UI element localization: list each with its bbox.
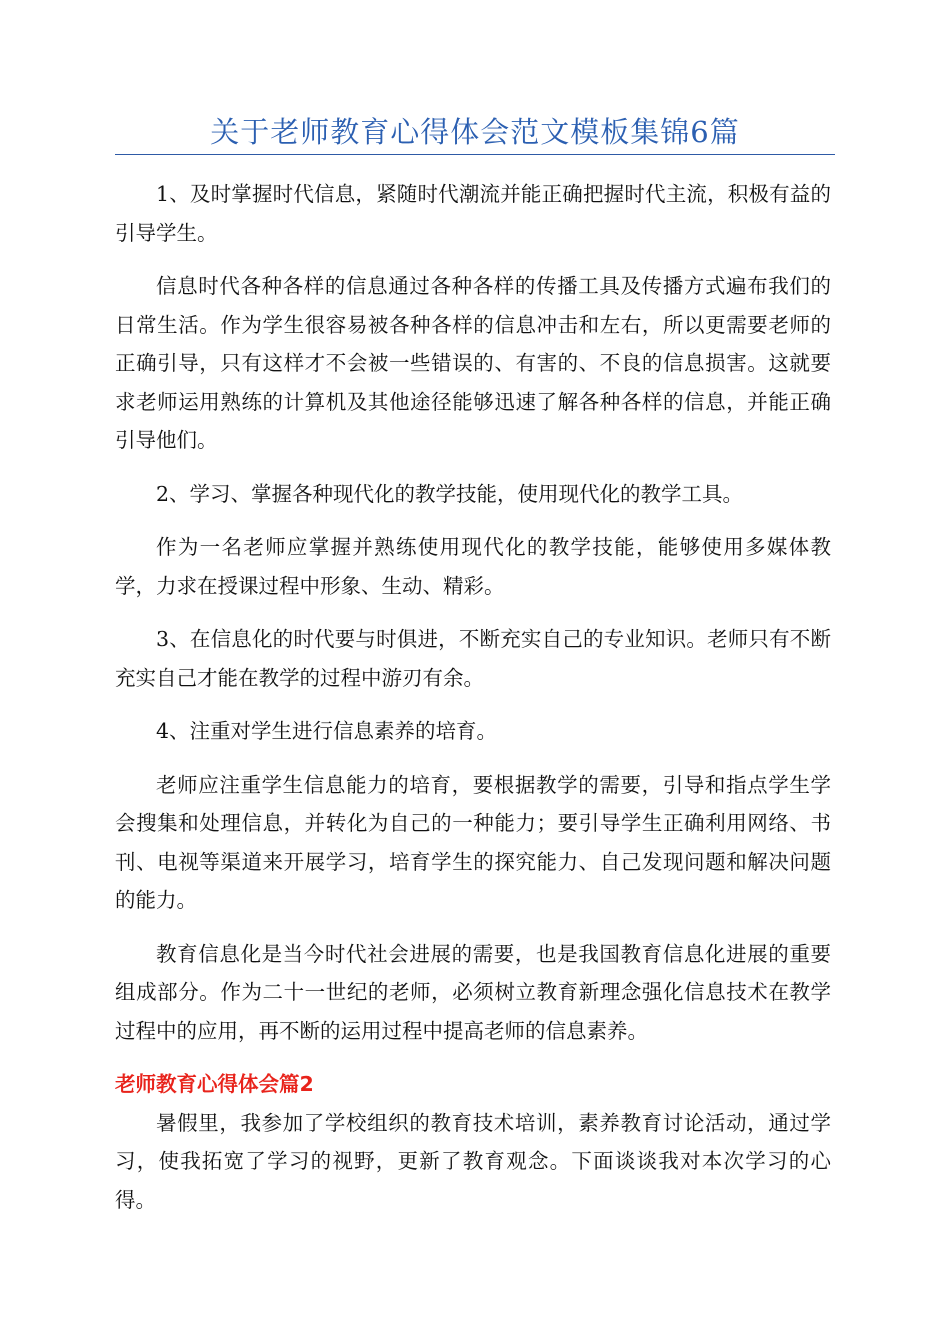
paragraph: 老师应注重学生信息能力的培育，要根据教学的需要，引导和指点学生学会搜集和处理信息，并转化为自己的一种能力；要引导学生正确利用网络、书刊、电视等渠道来开展学习，培育学生的探究能力、自己发现问题和解决问题的能力。 (115, 772, 831, 912)
paragraph: 作为一名老师应掌握并熟练使用现代化的教学技能，能够使用多媒体教学，力求在授课过程中形象、生动、精彩。 (115, 535, 831, 598)
paragraph: 信息时代各种各样的信息通过各种各样的传播工具及传播方式遍布我们的日常生活。作为学生很容易被各种各样的信息冲击和左右，所以更需要老师的正确引导，只有这样才不会被一些错误的、有害的、不良的信息损害。这就要求老师运用熟练的计算机及其他途径能够迅速了解各种各样的信息，并能正确引导他们。 (115, 274, 831, 452)
paragraph: 2、学习、掌握各种现代化的教学技能，使用现代化的教学工具。 (156, 481, 744, 506)
paragraph: 1、及时掌握时代信息，紧随时代潮流并能正确把握时代主流，积极有益的引导学生。 (115, 182, 831, 245)
paragraph: 暑假里，我参加了学校组织的教育技术培训，素养教育讨论活动，通过学习，使我拓宽了学习的视野，更新了教育观念。下面谈谈我对本次学习的心得。 (115, 1110, 831, 1212)
title-underline (115, 154, 835, 155)
document-body (115, 175, 831, 1234)
paragraph: 教育信息化是当今时代社会进展的需要，也是我国教育信息化进展的重要组成部分。作为二十一世纪的老师，必须树立教育新理念强化信息技术在教学过程中的应用，再不断的运用过程中提高老师的信息素养。 (115, 941, 831, 1043)
document-title: 关于老师教育心得体会范文模板集锦6篇 (210, 115, 740, 149)
paragraph: 4、注重对学生进行信息素养的培育。 (156, 719, 498, 743)
section-heading: 老师教育心得体会篇2 (115, 1072, 314, 1096)
paragraph: 3、在信息化的时代要与时俱进，不断充实自己的专业知识。老师只有不断充实自己才能在教学的过程中游刃有余。 (115, 627, 831, 690)
